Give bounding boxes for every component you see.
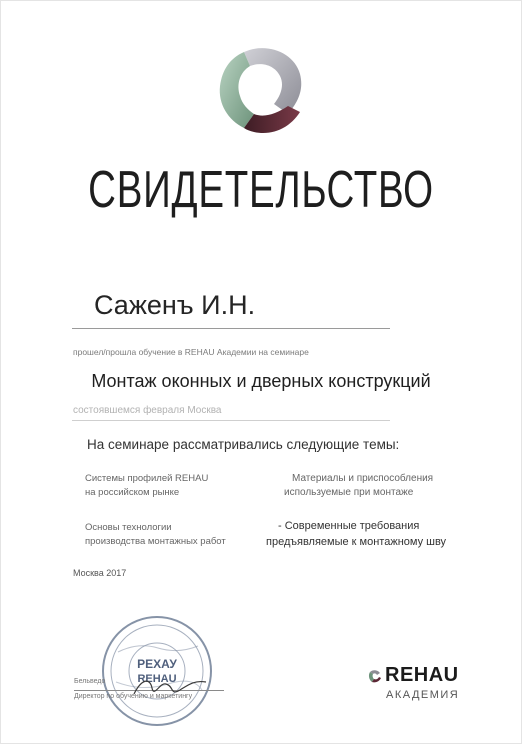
topic-line: Основы технологии xyxy=(85,522,172,533)
signature-position: Директор по обучению и маркетингу xyxy=(74,693,193,700)
topic-item xyxy=(85,521,226,549)
stamp-text-top: РЕХАУ xyxy=(137,657,177,671)
brand-row xyxy=(368,664,478,687)
rehau-logo-icon xyxy=(214,44,306,134)
date-place: состоявшемся февраля Москва xyxy=(73,405,222,416)
topic-line: предъявляемые к монтажному шву xyxy=(266,536,447,548)
course-title: Монтаж оконных и дверных конструкций xyxy=(91,371,431,391)
signature-name: Бельведо xyxy=(74,678,106,685)
topic-line: на российском рынке xyxy=(85,487,180,498)
brand-subtitle: АКАДЕМИЯ xyxy=(386,689,460,701)
topic-item xyxy=(284,472,433,500)
round-stamp-seal xyxy=(98,612,216,730)
topic-line: Системы профилей REHAU xyxy=(85,473,209,484)
topic-line: используемые при монтаже xyxy=(284,487,414,498)
date-underline xyxy=(72,420,390,421)
completion-line: прошел/прошла обучение в REHAU Академии на семинаре xyxy=(73,347,309,357)
topic-item xyxy=(266,518,446,550)
topic-line: - Современные требования xyxy=(278,520,420,532)
topic-line: Материалы и приспособления xyxy=(292,473,434,484)
rehau-academy-brand xyxy=(368,664,478,701)
brand-name: REHAU xyxy=(385,664,459,686)
stamp-text-bottom: REHAU xyxy=(137,673,177,685)
rehau-brand-mark-icon xyxy=(368,669,382,683)
recipient-name: Саженъ И.Н. xyxy=(94,290,256,320)
topic-item xyxy=(85,472,208,500)
topics-heading: На семинаре рассматривались следующие темы: xyxy=(87,437,400,452)
handwritten-signature xyxy=(130,672,210,702)
topic-line: производства монтажных работ xyxy=(85,536,226,547)
certificate-title: СВИДЕТЕЛЬСТВО xyxy=(88,161,434,219)
city-year: Москва 2017 xyxy=(73,568,127,578)
name-underline xyxy=(72,328,390,329)
